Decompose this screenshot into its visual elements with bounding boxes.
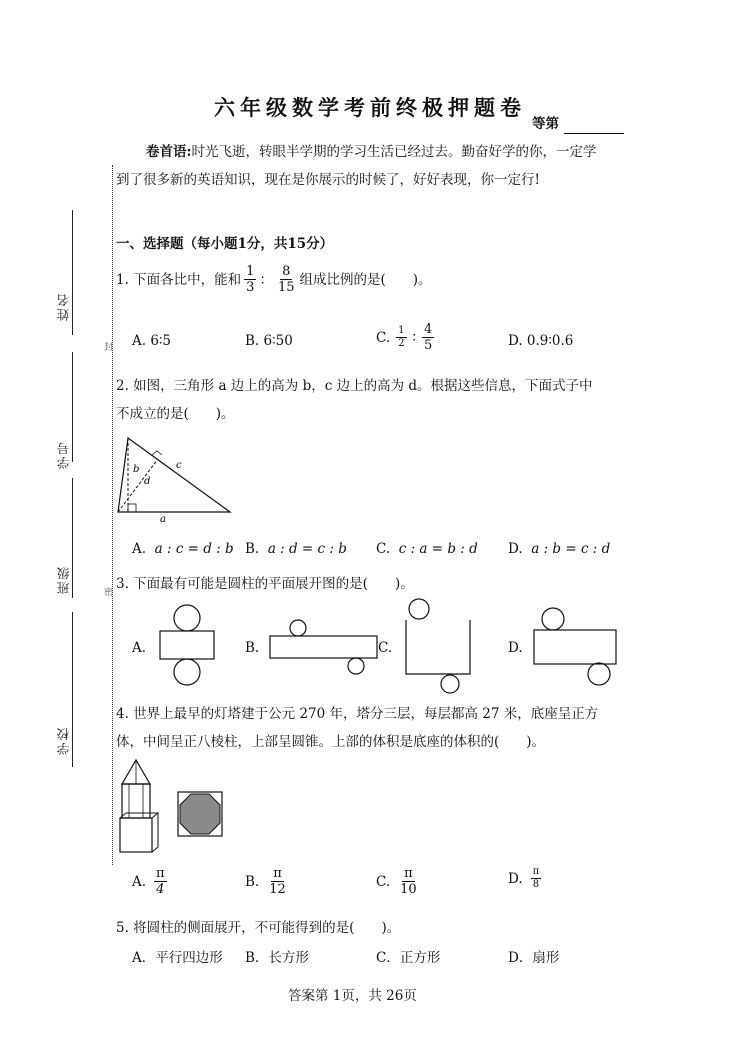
q4-d-num: π xyxy=(532,866,540,877)
seal-mark: 封 xyxy=(104,343,114,353)
q1-f2-num: 8 xyxy=(282,264,291,279)
q4-d-fraction xyxy=(531,866,542,891)
q4-c-num: π xyxy=(404,866,413,881)
q3-option-b[interactable]: B. xyxy=(245,640,260,656)
fig-label-c: c xyxy=(176,460,182,471)
net-figure-d xyxy=(532,606,622,686)
q5-option-c[interactable]: C．正方形 xyxy=(376,950,441,966)
q1-option-c[interactable] xyxy=(376,322,434,353)
q1-c-colon: ∶ xyxy=(412,329,417,346)
q4-c-den: 10 xyxy=(400,882,417,897)
net-figure-a xyxy=(158,604,218,686)
q2-c-expr: c : a = b : d xyxy=(398,541,478,557)
name-label: 姓名 xyxy=(56,292,71,321)
question-3-stem: 3. 下面最有可能是圆柱的平面展开图的是( )。 xyxy=(116,576,414,592)
q4-option-d[interactable] xyxy=(508,866,541,891)
q1-fraction-1 xyxy=(244,264,256,295)
q4-b-den: 12 xyxy=(269,882,286,897)
q1-f1-num: 1 xyxy=(246,264,255,279)
q2-option-d[interactable] xyxy=(508,539,610,559)
q1-f2-den: 15 xyxy=(277,280,295,295)
question-2-line-1: 2. 如图，三角形 a 边上的高为 b，c 边上的高为 d。根据这些信息，下面式子中 xyxy=(116,378,593,394)
q4-c-label: C. xyxy=(376,873,391,890)
q1-c-f2-num: 4 xyxy=(424,322,433,337)
intro-text-1: 时光飞逝，转眼半学期的学习生活已经过去。勤奋好学的你，一定学 xyxy=(191,144,597,160)
grade-blank[interactable] xyxy=(564,117,624,134)
q4-option-b[interactable] xyxy=(245,866,288,897)
q2-a-expr: a : c = d : b xyxy=(154,541,234,557)
q1-c-label: C. xyxy=(376,329,391,346)
q3-option-c[interactable]: C. xyxy=(378,640,393,656)
q4-a-label: A. xyxy=(132,873,147,890)
q2-b-expr: a : d = c : b xyxy=(267,541,347,557)
q4-option-c[interactable] xyxy=(376,866,419,897)
question-2-line-2: 不成立的是( )。 xyxy=(116,406,235,422)
q2-option-a[interactable] xyxy=(132,539,234,559)
q2-c-label: C. xyxy=(376,541,391,557)
q4-c-fraction xyxy=(398,866,419,897)
question-4-line-1: 4. 世界上最早的灯塔建于公元 270 年，塔分三层，每层都高 27 米，底座呈正方 xyxy=(116,706,599,722)
net-figure-b xyxy=(268,619,380,673)
q1-stem-a: 1. 下面各比中，能和 xyxy=(116,271,242,288)
q4-a-num: π xyxy=(156,866,165,881)
q5-option-d[interactable]: D．扇形 xyxy=(508,950,560,966)
q1-c-fraction-2 xyxy=(422,322,434,353)
grade-label: 等第 xyxy=(532,116,559,132)
question-4-line-2: 体，中间呈正八棱柱，上部呈圆锥。上部的体积是底座的体积的( )。 xyxy=(116,734,546,750)
intro-line-1 xyxy=(146,142,596,162)
q1-f1-den: 3 xyxy=(246,280,255,295)
q1-option-d[interactable]: D. 0.9∶0.6 xyxy=(508,333,574,349)
q1-fraction-2 xyxy=(276,264,297,295)
q4-b-label: B. xyxy=(245,873,260,890)
q4-a-fraction xyxy=(154,866,167,897)
page-title: 六年级数学考前终极押题卷 xyxy=(214,95,526,120)
q5-option-b[interactable]: B．长方形 xyxy=(245,950,309,966)
triangle-figure xyxy=(114,436,234,526)
q2-a-label: A. xyxy=(132,541,147,557)
school-label: 学校 xyxy=(56,726,71,755)
q1-option-b[interactable]: B. 6∶50 xyxy=(245,333,293,349)
q2-b-label: B. xyxy=(245,541,260,557)
q3-option-d[interactable]: D. xyxy=(508,640,523,656)
page-footer: 答案第 1页，共 26页 xyxy=(288,988,417,1004)
q2-d-expr: a : b = c : d xyxy=(531,541,611,557)
q1-c-fraction-1 xyxy=(396,325,406,350)
question-1-stem xyxy=(116,264,432,295)
question-5-stem: 5. 将圆柱的侧面展开，不可能得到的是( )。 xyxy=(116,920,401,936)
q1-option-a[interactable]: A. 6∶5 xyxy=(132,333,172,349)
fig-label-d: d xyxy=(144,476,151,487)
q4-d-den: 8 xyxy=(532,879,540,890)
intro-label: 卷首语: xyxy=(146,144,192,160)
class-label: 班级 xyxy=(56,565,71,594)
q1-stem-b: 组成比例的是( )。 xyxy=(299,271,432,288)
q1-c-f1-den: 2 xyxy=(398,338,405,349)
q1-colon: ： xyxy=(259,271,273,288)
section-heading: 一、选择题（每小题1分，共15分） xyxy=(116,236,334,252)
q2-option-c[interactable] xyxy=(376,539,478,559)
q2-d-label: D. xyxy=(508,541,523,557)
q1-c-f2-den: 5 xyxy=(424,338,433,353)
q1-c-f1-num: 1 xyxy=(398,325,405,336)
binding-dotted-line xyxy=(112,165,113,865)
fig-label-b: b xyxy=(133,464,140,475)
q3-option-a[interactable]: A. xyxy=(132,640,147,656)
q4-a-den: 4 xyxy=(156,882,165,897)
q2-option-b[interactable] xyxy=(245,539,347,559)
q4-b-num: π xyxy=(273,866,282,881)
fig-label-a: a xyxy=(160,514,166,525)
q4-option-a[interactable] xyxy=(132,866,167,897)
intro-line-2: 到了很多新的英语知识，现在是你展示的时候了，好好表现，你一定行! xyxy=(116,172,540,188)
lighthouse-figure xyxy=(116,758,228,856)
grade-field xyxy=(532,114,624,134)
q5-option-a[interactable]: A．平行四边形 xyxy=(132,950,223,966)
q4-b-fraction xyxy=(267,866,288,897)
q4-d-label: D. xyxy=(508,870,523,887)
number-label: 学号 xyxy=(56,440,71,469)
net-figure-c xyxy=(403,598,479,694)
secret-mark: 密 xyxy=(104,588,114,598)
